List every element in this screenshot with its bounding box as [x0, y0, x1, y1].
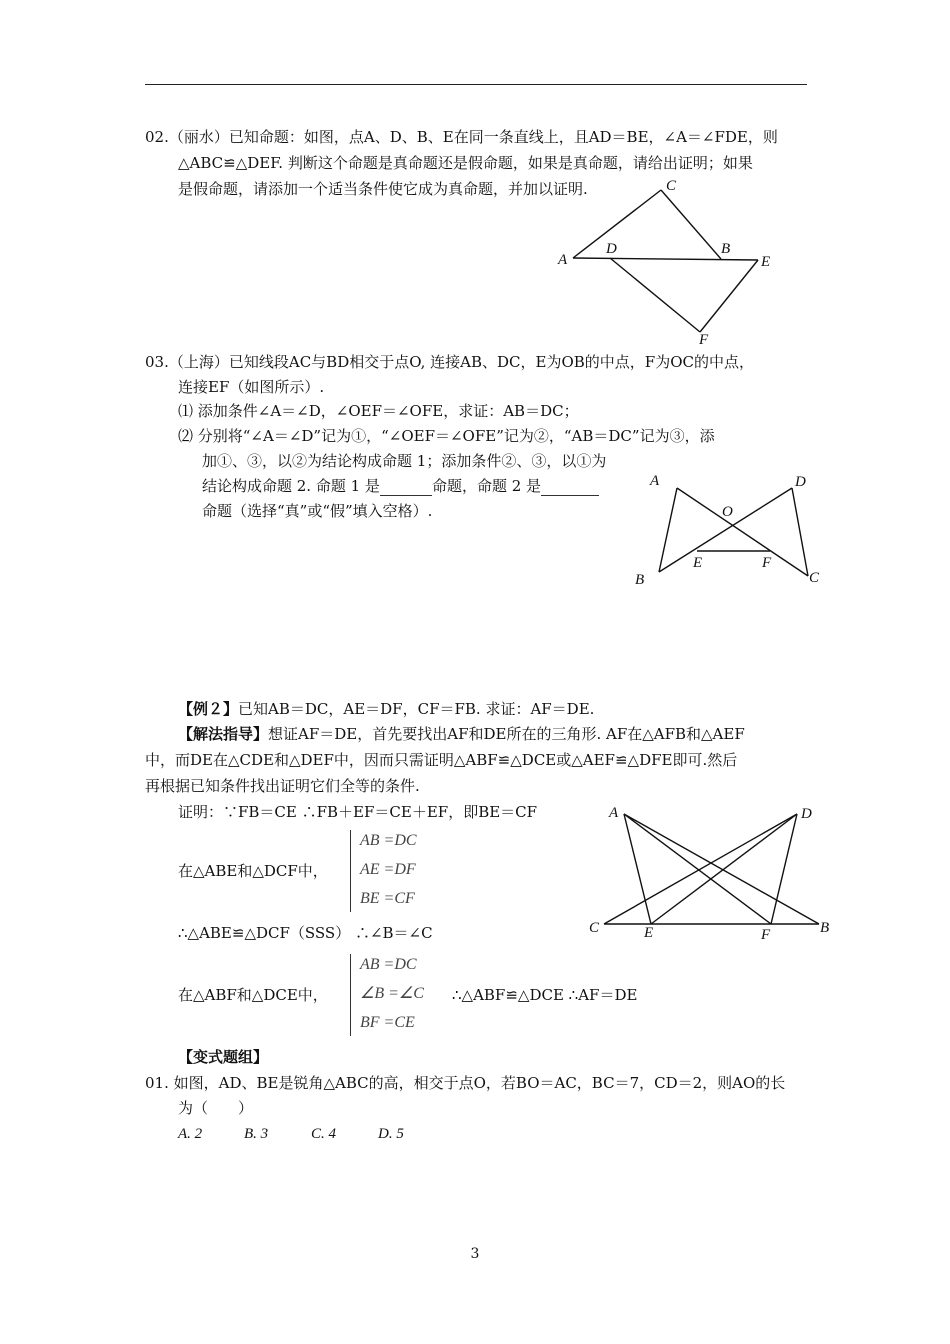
ex2-sys1-eq1: AB =DC	[360, 832, 417, 849]
fig-ex2-line-ab	[624, 814, 819, 924]
answer-blank-1[interactable]	[380, 480, 432, 496]
fig03-label-c: C	[809, 570, 820, 586]
fig03-label-a: A	[650, 473, 660, 489]
fig-ex2-label-c: C	[589, 920, 600, 936]
option-c[interactable]: C. 4	[311, 1126, 337, 1142]
figure-p03	[659, 488, 808, 576]
ex2-hint-line1-wrap	[178, 724, 745, 744]
ex2-hint-line3: 再根据已知条件找出证明它们全等的条件.	[145, 777, 420, 795]
p02-line3: 是假命题，请添加一个适当条件使它成为真命题，并加以证明.	[178, 180, 588, 198]
fig02-label-b: B	[721, 241, 731, 257]
fig02-line-df	[610, 258, 700, 332]
p03-item2-line3	[202, 476, 599, 496]
fig03-label-b: B	[635, 572, 645, 588]
fig03-line-dc	[792, 488, 808, 576]
variants-q01-line2: 为（ ）	[178, 1099, 254, 1117]
fig-ex2-label-a: A	[609, 805, 619, 821]
fig03-label-e: E	[693, 555, 703, 571]
fig-ex2-label-f: F	[761, 927, 771, 943]
p03-line1: 03.（上海）已知线段AC与BD相交于点O, 连接AB、DC，E为OB的中点，F为OC的中点，	[145, 353, 754, 371]
fig03-label-f: F	[762, 555, 772, 571]
fig03-line-db	[659, 488, 792, 572]
option-a[interactable]: A. 2	[178, 1126, 203, 1142]
ex2-sys2	[360, 950, 424, 1037]
ex2-sys1-eq2: AE =DF	[360, 861, 416, 878]
fig02-label-d: D	[606, 241, 617, 257]
ex2-sys2-eq1: AB =DC	[360, 956, 417, 973]
fig-ex2-label-b: B	[820, 920, 830, 936]
variants-title: 【变式题组】	[178, 1048, 269, 1066]
p03-item1: ⑴ 添加条件∠A＝∠D，∠OEF＝∠OFE，求证：AB＝DC；	[178, 402, 579, 420]
fig03-line-ab	[659, 488, 677, 572]
ex2-hint-line2: 中，而DE在△CDE和△DEF中，因而只需证明△ABF≌△DCE或△AEF≌△DFE即可.然后	[145, 751, 738, 769]
fig03-label-d: D	[795, 474, 806, 490]
ex2-sys1-prefix: 在△ABE和△DCF中，	[178, 862, 328, 880]
figure-ex2	[604, 814, 819, 924]
ex2-sys2-prefix: 在△ABF和△DCE中，	[178, 986, 328, 1004]
fig02-label-f: F	[699, 332, 709, 348]
ex2-sys1-brace	[350, 830, 357, 912]
ex2-title-line	[178, 699, 594, 719]
variants-q01-line1: 01. 如图，AD、BE是锐角△ABC的高，相交于点O，若BO＝AC，BC＝7，CD＝2，则AO的长	[145, 1074, 786, 1092]
ex2-sys2-eq3: BF =CE	[360, 1014, 415, 1031]
fig02-line-ac	[573, 190, 661, 258]
fig02-label-a: A	[558, 252, 568, 268]
ex2-statement: 已知AB＝DC，AE＝DF，CF＝FB. 求证：AF＝DE.	[238, 700, 595, 718]
p03-item2-line3a: 结论构成命题 2. 命题 1 是	[202, 477, 380, 495]
ex2-sys2-eq2: ∠B =∠C	[360, 985, 424, 1002]
option-d[interactable]: D. 5	[378, 1126, 404, 1142]
ex2-sys1-eq3: BE =CF	[360, 890, 415, 907]
p03-line2: 连接EF（如图所示）.	[178, 378, 325, 396]
fig02-line-fe	[700, 260, 758, 332]
fig-ex2-line-af	[624, 814, 771, 924]
fig02-line-cb	[661, 190, 721, 259]
option-b[interactable]: B. 3	[244, 1126, 269, 1142]
answer-blank-2[interactable]	[541, 480, 599, 496]
fig02-label-c: C	[666, 178, 677, 194]
p03-item2-line3b: 命题，命题 2 是	[431, 477, 542, 495]
p03-item2-line2: 加①、③，以②为结论构成命题 1；添加条件②、③，以①为	[202, 452, 607, 470]
ex2-proof-line2: ∴△ABE≌△DCF（SSS） ∴∠B＝∠C	[178, 924, 433, 942]
figure-p02	[573, 190, 758, 332]
fig-ex2-label-d: D	[801, 806, 812, 822]
p03-item2-line4: 命题（选择“真”或“假”填入空格）.	[202, 502, 433, 520]
fig03-label-o: O	[722, 504, 733, 520]
ex2-hint-line1: 想证AF＝DE，首先要找出AF和DE所在的三角形. AF在△AFB和△AEF	[268, 725, 745, 743]
ex2-hint-title: 【解法指导】	[178, 725, 269, 743]
ex2-sys2-brace	[350, 954, 357, 1036]
page-number: 3	[470, 1246, 480, 1262]
fig-ex2-line-dc	[604, 814, 797, 924]
p02-line1: 02.（丽水）已知命题：如图，点A、D、B、E在同一条直线上，且AD＝BE，∠A＝∠FDE，则	[145, 128, 778, 146]
ex2-title: 【例２】	[178, 700, 239, 718]
ex2-sys1	[360, 826, 417, 913]
p03-item2-line1: ⑵ 分别将“∠A＝∠D”记为①，“∠OEF＝∠OFE”记为②，“AB＝DC”记为③，添	[178, 427, 715, 445]
fig02-line-ae	[573, 258, 758, 260]
fig-ex2-label-e: E	[644, 925, 654, 941]
fig02-label-e: E	[761, 254, 771, 270]
ex2-proof-line1: 证明：∵FB＝CE ∴FB＋EF＝CE＋EF，即BE＝CF	[178, 803, 538, 821]
p02-line2: △ABC≌△DEF. 判断这个命题是真命题还是假命题，如果是真命题，请给出证明；如果	[178, 154, 753, 172]
ex2-sys2-suffix: ∴△ABF≌△DCE ∴AF＝DE	[452, 986, 638, 1004]
